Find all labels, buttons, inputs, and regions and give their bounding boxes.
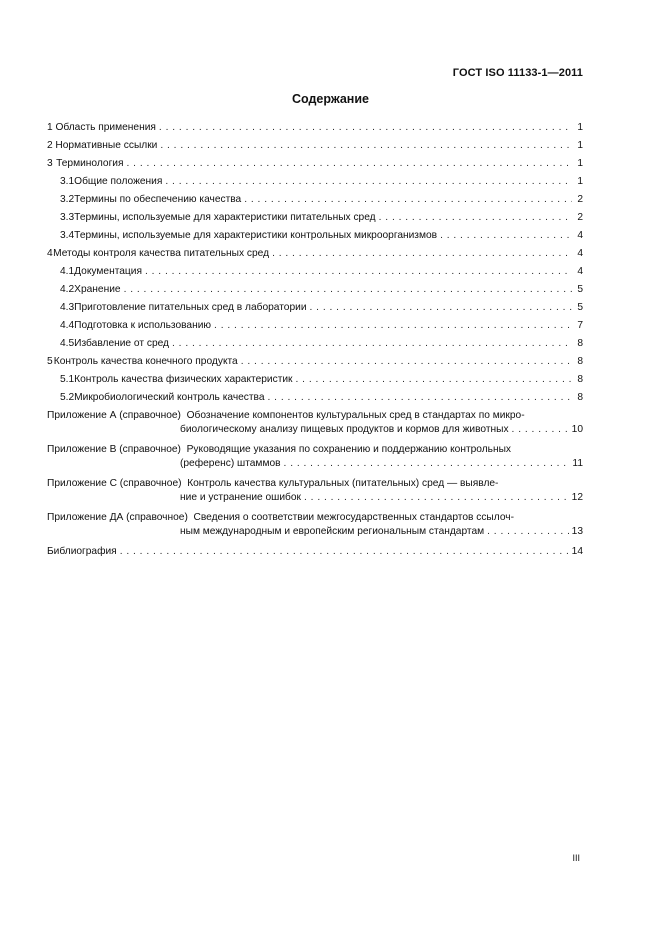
- leader-dots: [296, 374, 572, 386]
- toc-entry-page: 5: [577, 302, 583, 313]
- toc-entry-page: 11: [572, 458, 583, 469]
- toc-entry-page: 4: [577, 230, 583, 241]
- document-code: ГОСТ ISO 11133-1—2011: [452, 67, 583, 79]
- toc-entry-page: 8: [577, 392, 583, 403]
- toc-entry-3-2[interactable]: [47, 192, 583, 210]
- toc-entry-number: 3: [47, 158, 53, 169]
- toc-entry-1[interactable]: [47, 120, 583, 138]
- toc-entry-page: 1: [577, 122, 583, 133]
- leader-dots: [124, 284, 572, 296]
- leader-dots: [268, 392, 572, 404]
- toc-entry-4-5[interactable]: [47, 336, 583, 354]
- toc-entry-page: 14: [571, 546, 583, 557]
- toc-entry-page: 10: [571, 424, 583, 435]
- toc-entry-title: Подготовка к использованию: [74, 320, 212, 331]
- appendix-title-line1: Руководящие указания по сохранению и поддержанию контрольных: [186, 444, 512, 455]
- toc-entry-title: Контроль качества физических характеристик: [74, 374, 293, 385]
- toc-entry-number: 4.1: [60, 266, 75, 277]
- toc-entry-page: 13: [571, 526, 583, 537]
- toc-entry-page: 12: [571, 492, 583, 503]
- appendix-label: Приложение А (справочное): [47, 410, 181, 421]
- leader-dots: [159, 122, 572, 134]
- leader-dots: [512, 424, 569, 436]
- leader-dots: [304, 492, 569, 504]
- appendix-title-line2: ным международным и европейским региональным стандартам: [180, 526, 485, 537]
- toc-entry-5-1[interactable]: [47, 372, 583, 390]
- toc-appendix-da[interactable]: [47, 510, 583, 544]
- toc-entry-5[interactable]: [47, 354, 583, 372]
- toc-entry-title: Библиография: [47, 546, 117, 557]
- toc-entry-2[interactable]: [47, 138, 583, 156]
- appendix-title-line2: биологическому анализу пищевых продуктов и кормов для животных: [180, 424, 509, 435]
- leader-dots: [165, 176, 572, 188]
- toc-entry-number: 4.2: [60, 284, 75, 295]
- toc-entry-page: 1: [577, 176, 583, 187]
- toc-entry-number: 4.4: [60, 320, 75, 331]
- toc-title: Содержание: [291, 92, 369, 106]
- leader-dots: [487, 526, 569, 538]
- leader-dots: [440, 230, 572, 242]
- leader-dots: [127, 158, 572, 170]
- leader-dots: [284, 458, 570, 470]
- table-of-contents: [47, 120, 583, 562]
- appendix-title-line1: Контроль качества культуральных (питательных) сред — выявле-: [187, 478, 499, 489]
- appendix-label: Приложение С (справочное): [47, 478, 182, 489]
- toc-entry-page: 5: [577, 284, 583, 295]
- toc-entry-title: Термины, используемые для характеристики контрольных микроорганизмов: [74, 230, 438, 241]
- toc-appendix-c[interactable]: [47, 476, 583, 510]
- toc-entry-page: 4: [577, 248, 583, 259]
- toc-entry-number: 4.5: [60, 338, 75, 349]
- toc-entry-4[interactable]: [47, 246, 583, 264]
- toc-entry-page: 1: [577, 158, 583, 169]
- toc-entry-number: 4.3: [60, 302, 75, 313]
- toc-entry-title: Документация: [74, 266, 142, 277]
- leader-dots: [244, 194, 572, 206]
- leader-dots: [214, 320, 572, 332]
- toc-entry-title: Область применения: [55, 122, 156, 133]
- toc-bibliography[interactable]: [47, 544, 583, 562]
- toc-entry-5-2[interactable]: [47, 390, 583, 408]
- toc-entry-page: 4: [577, 266, 583, 277]
- leader-dots: [120, 546, 569, 558]
- toc-entry-page: 8: [577, 374, 583, 385]
- toc-entry-title: Методы контроля качества питательных сред: [53, 248, 270, 259]
- appendix-title-line2: (референс) штаммов: [180, 458, 281, 469]
- appendix-title-line1: Обозначение компонентов культуральных сред в стандартах по микро-: [186, 410, 525, 421]
- toc-entry-page: 2: [577, 194, 583, 205]
- toc-entry-3-1[interactable]: [47, 174, 583, 192]
- toc-entry-title: Термины по обеспечению качества: [74, 194, 242, 205]
- toc-entry-page: 7: [577, 320, 583, 331]
- appendix-title-line1: Сведения о соответствии межгосударственных стандартов ссылоч-: [193, 512, 514, 523]
- leader-dots: [310, 302, 572, 314]
- toc-entry-number: 5.1: [60, 374, 75, 385]
- toc-entry-3[interactable]: [47, 156, 583, 174]
- toc-entry-4-1[interactable]: [47, 264, 583, 282]
- toc-entry-number: 1: [47, 122, 53, 133]
- toc-entry-number: 3.1: [60, 176, 75, 187]
- toc-entry-title: Контроль качества конечного продукта: [53, 356, 238, 367]
- toc-entry-page: 8: [577, 356, 583, 367]
- toc-entry-4-2[interactable]: [47, 282, 583, 300]
- toc-entry-title: Нормативные ссылки: [55, 140, 158, 151]
- leader-dots: [272, 248, 572, 260]
- toc-entry-title: Хранение: [74, 284, 121, 295]
- page-number: III: [572, 853, 580, 863]
- toc-entry-4-4[interactable]: [47, 318, 583, 336]
- toc-entry-title: Приготовление питательных сред в лаборатории: [74, 302, 307, 313]
- toc-entry-page: 1: [577, 140, 583, 151]
- toc-entry-title: Термины, используемые для характеристики питательных сред: [74, 212, 376, 223]
- toc-entry-page: 8: [577, 338, 583, 349]
- leader-dots: [160, 140, 572, 152]
- toc-entry-3-3[interactable]: [47, 210, 583, 228]
- toc-entry-number: 5: [47, 356, 53, 367]
- leader-dots: [241, 356, 572, 368]
- toc-entry-4-3[interactable]: [47, 300, 583, 318]
- appendix-label: Приложение В (справочное): [47, 444, 181, 455]
- toc-entry-number: 3.4: [60, 230, 75, 241]
- leader-dots: [379, 212, 572, 224]
- leader-dots: [172, 338, 572, 350]
- toc-entry-page: 2: [577, 212, 583, 223]
- appendix-label: Приложение ДА (справочное): [47, 512, 188, 523]
- appendix-title-line2: ние и устранение ошибок: [180, 492, 301, 503]
- toc-entry-title: Микробиологический контроль качества: [74, 392, 265, 403]
- toc-entry-number: 3.3: [60, 212, 75, 223]
- toc-entry-title: Избавление от сред: [74, 338, 170, 349]
- toc-entry-number: 5.2: [60, 392, 75, 403]
- toc-entry-title: Общие положения: [74, 176, 163, 187]
- toc-entry-number: 4: [47, 248, 53, 259]
- toc-entry-number: 3.2: [60, 194, 75, 205]
- toc-entry-3-4[interactable]: [47, 228, 583, 246]
- toc-appendix-b[interactable]: [47, 442, 583, 476]
- toc-appendix-a[interactable]: [47, 408, 583, 442]
- toc-entry-number: 2: [47, 140, 53, 151]
- toc-entry-title: Терминология: [56, 158, 124, 169]
- leader-dots: [145, 266, 572, 278]
